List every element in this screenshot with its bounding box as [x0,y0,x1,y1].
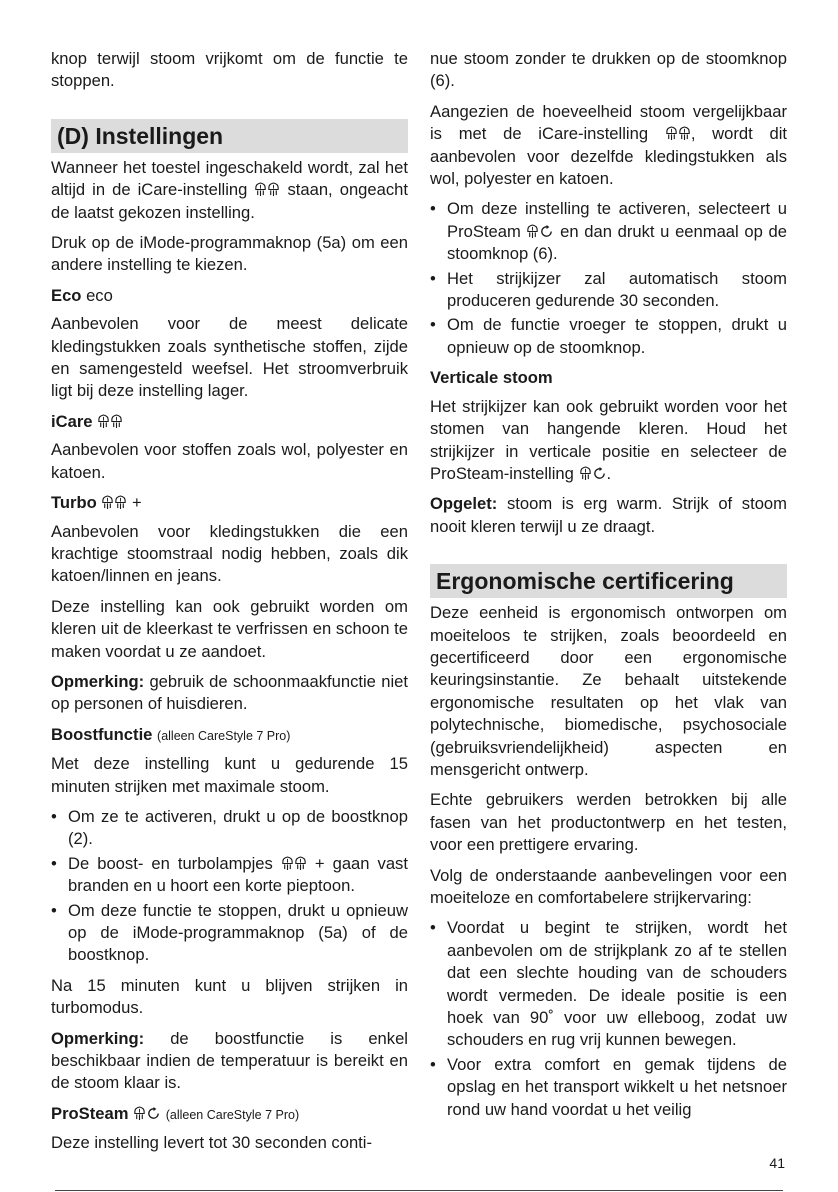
setting-boost-title: Boostfunctie (alleen CareStyle 7 Pro) [51,724,291,744]
list-item: • Voor extra comfort en gemak tijdens de opslag en het transport wikkelt u het netsnoer rond uw hand voordat u het veilig [430,1054,787,1119]
setting-icare-title: iCare [51,411,408,433]
paragraph: Deze instelling levert tot 30 seconden conti- [51,1133,372,1153]
steam-drop-icon [114,495,127,510]
paragraph: Met deze instelling kunt u gedurende 15 minuten strijken met maximale stoom. [51,754,408,796]
steam-drop-icon [294,856,307,871]
paragraph: nue stoom zonder te drukken op de stoomknop (6). [430,49,787,91]
subheading-verticale-stoom: Verticale stoom [430,368,553,388]
steam-drop-icon [678,126,691,141]
steam-drop-icon [97,414,110,429]
list-item: • Om deze functie te stoppen, drukt u opnieuw op de iMode-programmaknop (5a) of de boostknop. [51,900,408,965]
steam-drop-icon [101,495,114,510]
paragraph: Na 15 minuten kunt u blijven strijken in turbomodus. [51,975,408,1018]
right-column [430,48,787,1129]
paragraph: Aanbevolen voor kledingstukken die een krachtige stoomstraal nodig hebben, zoals dik katoen/linnen en jeans. [51,521,408,586]
bullet-list [430,198,787,359]
list-item: • De boost- en turbolampjes + gaan vast branden en u hoort een korte pieptoon. [51,853,408,896]
list-item: • Om ze te activeren, drukt u op de boostknop (2). [51,806,408,849]
steam-drop-icon [579,466,592,481]
steam-drop-icon [665,126,678,141]
left-column [51,48,408,1163]
paragraph: Echte gebruikers werden betrokken bij alle fasen van het productontwerp en het testen, voor een prettigere ervaring. [430,790,787,855]
list-item: • Voordat u begint te strijken, wordt het aanbevolen om de strijkplank zo af te stellen dat een slechte houding van de schouders wordt vermeden. De ideale positie is een hoek van 90˚ voor uw elleboog, zodat uw schouders en rug vrij kunnen bewegen. [430,918,787,1050]
setting-turbo-title: Turbo + [51,493,142,513]
list-item: • Om deze instelling te activeren, selecteert u ProSteam en dan drukt u eenmaal op de stoomknop (6). [430,199,787,264]
paragraph: Wanneer het toestel ingeschakeld wordt, zal het altijd in de iCare-instelling staan, ongeacht de laatst gekozen instelling. [51,157,408,222]
setting-prosteam-title: ProSteam (alleen CareStyle 7 Pro) [51,1103,300,1123]
circular-arrow-icon [146,1106,161,1121]
bullet-list [430,917,787,1121]
note: Opmerking: gebruik de schoonmaakfunctie niet op personen of huisdieren. [51,671,408,714]
section-heading-instellingen: (D) Instellingen [51,119,408,153]
list-item: • Het strijkijzer zal automatisch stoom produceren gedurende 30 seconden. [430,268,787,311]
steam-drop-icon [133,1106,146,1121]
paragraph: knop terwijl stoom vrijkomt om de functie te stoppen. [51,49,408,91]
list-item: • Om de functie vroeger te stoppen, drukt u opnieuw op de stoomknop. [430,315,787,357]
paragraph: Het strijkijzer kan ook gebruikt worden voor het stomen van hangende kleren. Houd het strijkijzer in verticale positie en selecteer de ProSteam-instelling . [430,396,787,483]
setting-eco-title: Eco eco [51,285,113,305]
footer-divider [55,1190,783,1191]
bullet-list [51,806,408,967]
steam-drop-icon [281,856,294,871]
paragraph: Deze eenheid is ergonomisch ontworpen om moeiteloos te strijken, zoals beoordeeld en gecertificeerd door een ergonomische keuringsinstantie. Ze behaalt uitstekende ergonomische resultaten op het vlak van polytechnische, biomedische, psychosociale (gebruiksvriendelijkheid) aspecten en mensgericht ontwerp. [430,603,787,779]
paragraph: Aangezien de hoeveelheid stoom vergelijkbaar is met de iCare-instelling , wordt dit aanbevolen voor dezelfde kledingstukken als wol, polyester en katoen. [430,101,787,189]
circular-arrow-icon [592,466,607,481]
section-heading-ergonomische-certificering: Ergonomische certificering [430,564,787,598]
steam-drop-icon [526,224,539,239]
paragraph: Volg de onderstaande aanbevelingen voor een moeiteloze en comfortabelere strijkervaring: [430,865,787,907]
paragraph: Druk op de iMode-programmaknop (5a) om een andere instelling te kiezen. [51,233,408,275]
steam-drop-icon [110,414,123,429]
steam-drop-icon [254,182,267,197]
circular-arrow-icon [539,224,554,239]
paragraph: Aanbevolen voor stoffen zoals wol, polyester en katoen. [51,440,408,482]
steam-drop-icon [267,182,280,197]
paragraph: Aanbevolen voor de meest delicate kledingstukken zoals synthetische stoffen, zijde en samengesteld weefsel. Het stroomverbruik ligt bij deze instelling lager. [51,314,408,401]
warning: Opgelet: stoom is erg warm. Strijk of stoom nooit kleren terwijl u ze draagt. [430,494,787,536]
page-number: 41 [769,1155,785,1171]
note: Opmerking: de boostfunctie is enkel beschikbaar indien de temperatuur is bereikt en de stoom klaar is. [51,1028,408,1093]
paragraph: Deze instelling kan ook gebruikt worden om kleren uit de kleerkast te verfrissen en schoon te maken voordat u ze aandoet. [51,596,408,661]
